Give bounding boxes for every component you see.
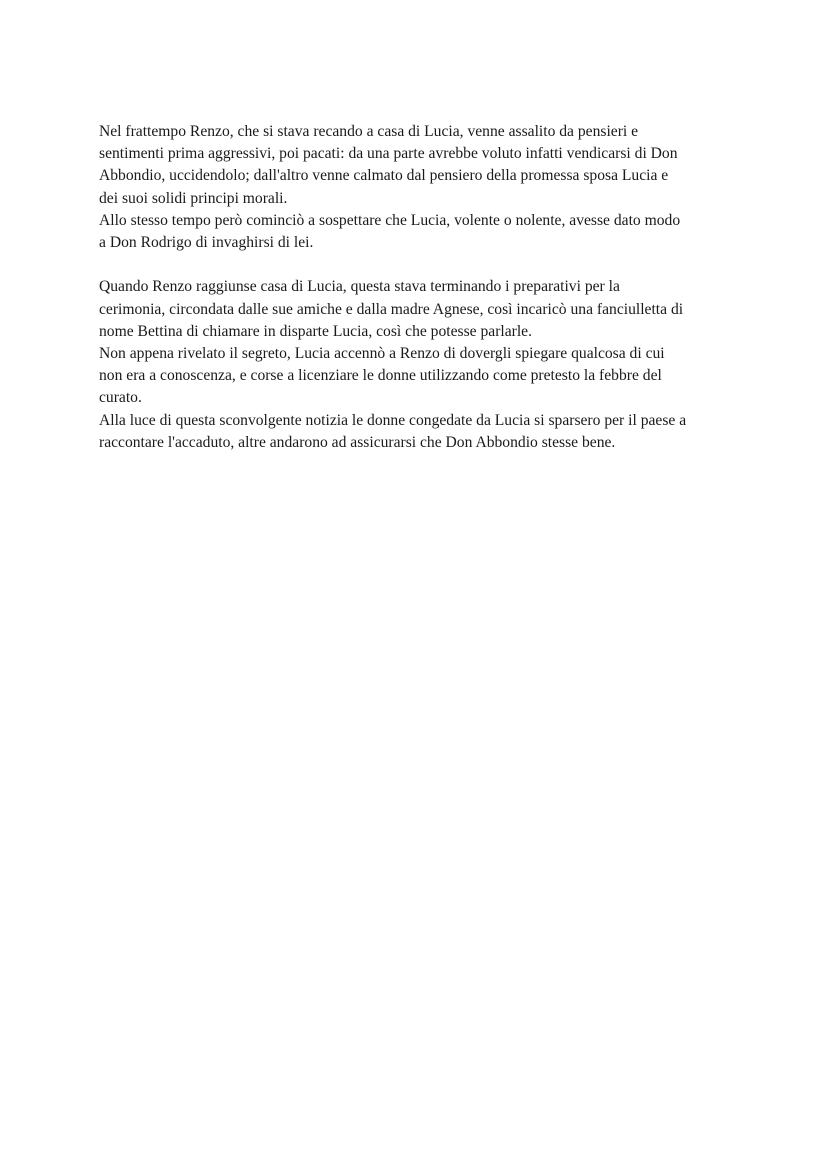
paragraph-4 <box>99 343 739 410</box>
text-line: Quando Renzo raggiunse casa di Lucia, questa stava terminando i preparativi per la <box>99 278 620 296</box>
paragraph-5 <box>99 410 739 454</box>
text-line: cerimonia, circondata dalle sue amiche e dalla madre Agnese, così incaricò una fanciulletta di <box>99 300 684 318</box>
paragraph-spacer <box>99 254 739 276</box>
text-line: Alla luce di questa sconvolgente notizia le donne congedate da Lucia si sparsero per il paese a <box>99 411 687 429</box>
text-line: curato. <box>99 389 142 407</box>
text-line: sentimenti prima aggressivi, poi pacati: da una parte avrebbe voluto infatti vendicarsi di Don <box>99 145 678 163</box>
text-line: raccontare l'accaduto, altre andarono ad assicurarsi che Don Abbondio stesse bene. <box>99 433 616 451</box>
text-line: dei suoi solidi principi morali. <box>99 189 288 207</box>
document-body <box>99 121 739 454</box>
paragraph-2 <box>99 210 739 254</box>
text-line: nome Bettina di chiamare in disparte Lucia, così che potesse parlarle. <box>99 322 532 340</box>
text-line: Abbondio, uccidendolo; dall'altro venne calmato dal pensiero della promessa sposa Lucia e <box>99 167 669 185</box>
paragraph-1 <box>99 121 739 210</box>
text-line: Allo stesso tempo però cominciò a sospettare che Lucia, volente o nolente, avesse dato modo <box>99 211 681 229</box>
text-line: a Don Rodrigo di invaghirsi di lei. <box>99 234 314 252</box>
text-line: Nel frattempo Renzo, che si stava recando a casa di Lucia, venne assalito da pensieri e <box>99 123 639 140</box>
text-line: non era a conoscenza, e corse a licenziare le donne utilizzando come pretesto la febbre del <box>99 367 662 385</box>
text-line: Non appena rivelato il segreto, Lucia accennò a Renzo di dovergli spiegare qualcosa di cui <box>99 345 665 363</box>
paragraph-3 <box>99 276 739 343</box>
